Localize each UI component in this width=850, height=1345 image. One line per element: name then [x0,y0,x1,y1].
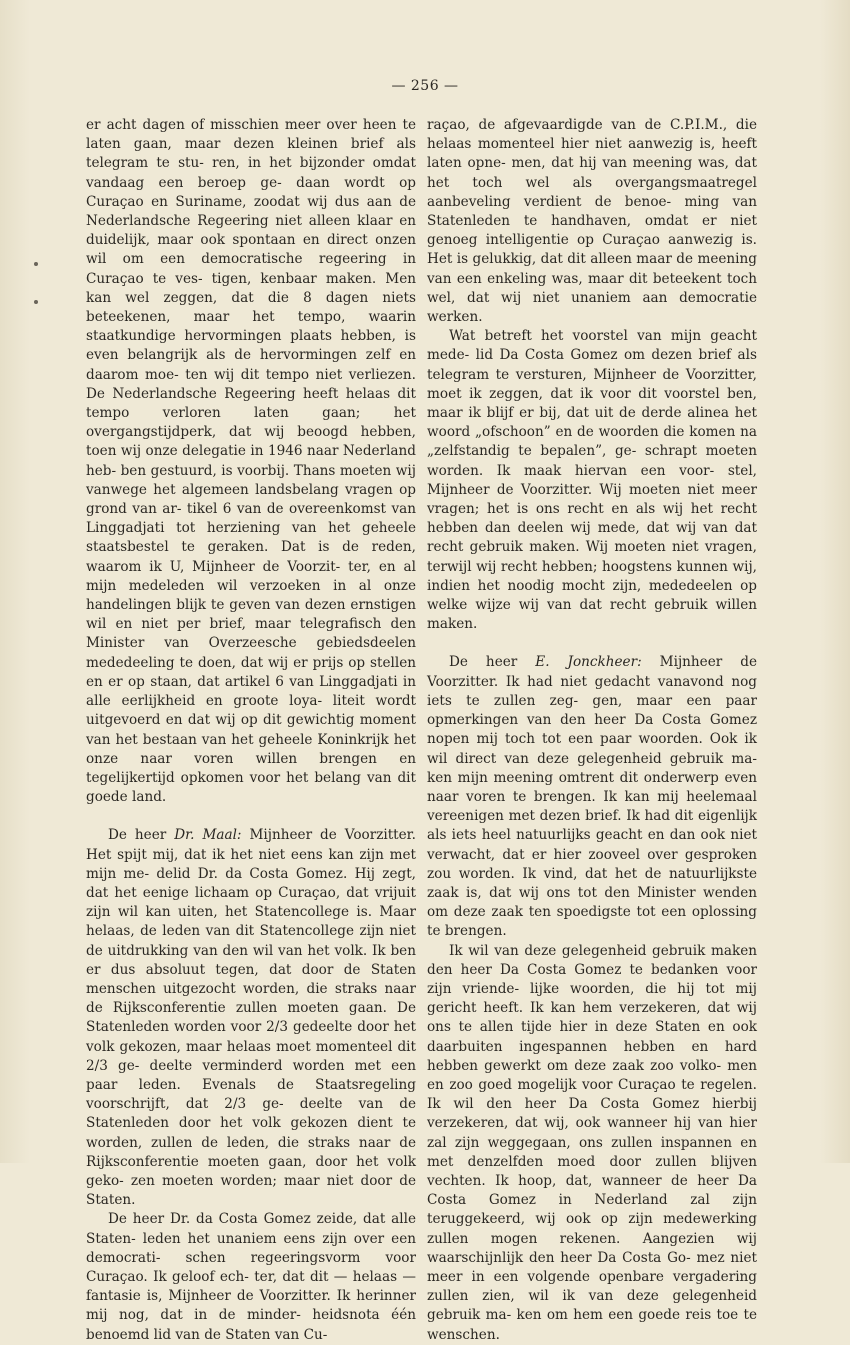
margin-mark [34,262,38,266]
right-column [427,116,757,1345]
speaker-lead: De heer [449,654,536,671]
paragraph: raçao, de afgevaardigde van de C.P.I.M., die helaas momenteel hier niet aanwezig is, heeft laten opne- men, dat hij van meening was, dat het toch wel als overgangsmaatregel aanbeveling verdient de benoe- ming van Statenleden te handhaven, omdat er niet genoeg intelligentie op Curaçao aanwezig is. Het is gelukkig, dat dit alleen maar de meening van een enkeling was, maar dit beteekent toch wel, dat wij niet unaniem aan democratie werken. [427,117,757,326]
speech-text: Mijnheer de Voorzitter. Ik had niet gedacht vanavond nog iets te zullen zeg- gen, maar een paar opmerkingen van den heer Da Costa Gomez nopen mij toch tot een paar woorden. Ook ik wil direct van deze gelegenheid gebruik ma- ken mijn meening omtrent dit onderwerp even naar voren te brengen. Ik kan mij heelemaal vereenigen met dezen brief. Ik had dit eigenlijk als iets heel natuurlijks geacht en dan ook niet verwacht, dat er hier zooveel over gesproken zou worden. Ik vind, dat het de natuurlijkste zaak is, dat wij ons tot den Minister wenden om deze zaak ten spoedigste tot een oplossing te brengen. [427,654,757,940]
paragraph: er acht dagen of misschien meer over heen te laten gaan, maar dezen kleinen brief als telegram te stu- ren, in het bijzonder omdat vandaag een beroep ge- daan wordt op Curaçao en Suriname, zoodat wij dus aan de Nederlandsche Regeering niet alleen klaar en duidelijk, maar ook spontaan en direct onzen wil om een democratische regeering in Curaçao te ves- tigen, kenbaar maken. Men kan wel zeggen, dat die 8 dagen niets beteekenen, maar het tempo, waarin staatkundige hervormingen plaats hebben, is even belangrijk als de hervormingen zelf en daarom moe- ten wij dit tempo niet verliezen. De Nederlandsche Regeering heeft helaas dit tempo verloren laten gaan; het overgangstijdperk, dat wij beoogd hebben, toen wij onze delegatie in 1946 naar Nederland heb- ben gestuurd, is voorbij. Thans moeten wij vanwege het algemeen landsbelang vragen op grond van ar- tikel 6 van de overeenkomst van Linggadjati tot herziening van het geheele staatsbestel te geraken. Dat is de reden, waarom ik U, Mijnheer de Voorzit- ter, en al mijn medeleden wil verzoeken in al onze handelingen blijk te geven van dezen ernstigen wil en niet per brief, maar telegrafisch den Minister van Overzeesche gebiedsdeelen mededeeling te doen, dat wij er prijs op stellen en er op staan, dat artikel 6 van Linggadjati in alle eerlijkheid en groote loya- liteit wordt uitgevoerd en dat wij op dit gewichtig moment van het bestaan van het geheele Koninkrijk het onze naar voren willen brengen en tegelijkertijd opkomen voor het belang van dit goede land. [86,117,416,806]
paragraph: Ik wil van deze gelegenheid gebruik maken den heer Da Costa Gomez te bedanken voor zijn vriende- lijke woorden, die hij tot mij gericht heeft. Ik kan hem verzekeren, dat wij ons te allen tijde hier in deze Staten en ook daarbuiten ingespannen hebben en hard hebben gewerkt om deze zaak zoo volko- men en zoo goed mogelijk voor Curaçao te regelen. Ik wil den heer Da Costa Gomez hierbij verzekeren, dat wij, ook wanneer hij van hier zal zijn weggegaan, ons zullen inspannen en met denzelfden moed door zullen blijven vechten. Ik hoop, dat, wanneer de heer Da Costa Gomez in Nederland zal zijn teruggekeerd, wij ook op zijn medewerking zullen mogen rekenen. Aangezien wij waarschijnlijk den heer Da Costa Go- mez niet meer in een volgende openbare vergadering zullen zien, wil ik van deze gelegenheid gebruik ma- ken om hem een goede reis toe te wenschen. [427,942,757,1343]
paragraph: De heer Dr. da Costa Gomez zeide, dat alle Staten- leden het unaniem eens zijn over een democrati- schen regeeringsvorm voor Curaçao. Ik geloof ech- ter, dat dit — helaas — fantasie is, Mijnheer de Voorzitter. Ik herinner mij nog, dat in de minder- heidsnota één benoemd lid van de Staten van Cu- [86,1211,416,1343]
speaker-lead: De heer [108,827,175,844]
left-column [86,116,416,1345]
speaker-name: Dr. Maal: [174,827,242,844]
paragraph: Wat betreft het voorstel van mijn geacht mede- lid Da Costa Gomez om dezen brief als telegram te versturen, Mijnheer de Voorzitter, moet ik zeggen, dat ik voor dit voorstel ben, maar ik blijf er bij, dat uit de derde alinea het woord „ofschoon” en de woorden die komen na „zelfstandig te bepalen”, ge- schrapt moeten worden. Ik maak hiervan een voor- stel, Mijnheer de Voorzitter. Wij moeten niet meer vragen; het is ons recht en als wij het recht hebben dan deelen wij mede, dat wij van dat recht gebruik maken. Wij moeten niet vragen, terwijl wij recht hebben; hoogstens kunnen wij, indien het noodig mocht zijn, mededeelen op welke wijze wij van dat recht gebruik willen maken. [427,328,757,633]
speaker-name: E. Jonckheer: [535,654,642,671]
paragraph-jonckheer [427,653,757,941]
paragraph-dr-maal [86,826,416,1210]
speech-text: Mijnheer de Voorzitter. Het spijt mij, dat ik het niet eens kan zijn met mijn me- delid Dr. da Costa Gomez. Hij zegt, dat het eenige lichaam op Curaçao, dat vrijuit zijn wil kan uiten, het Statencollege is. Maar helaas, de leden van dit Statencollege zijn niet de uitdrukking van den wil van het volk. Ik ben er dus absoluut tegen, dat door de Staten menschen uitgezocht worden, die straks naar de Rijksconferentie zullen moeten gaan. De Statenleden worden voor 2/3 gedeelte door het volk gekozen, maar helaas moet momenteel dit 2/3 ge- deelte verminderd worden met een paar leden. Evenals de Staatsregeling voorschrijft, dat 2/3 ge- deelte van de Statenleden door het volk gekozen dient te worden, zullen de leden, die straks naar de Rijksconferentie moeten gaan, door het volk geko- zen moeten worden; maar niet door de Staten. [86,827,417,1209]
page-number: — 256 — [391,78,459,94]
margin-mark [34,300,38,304]
